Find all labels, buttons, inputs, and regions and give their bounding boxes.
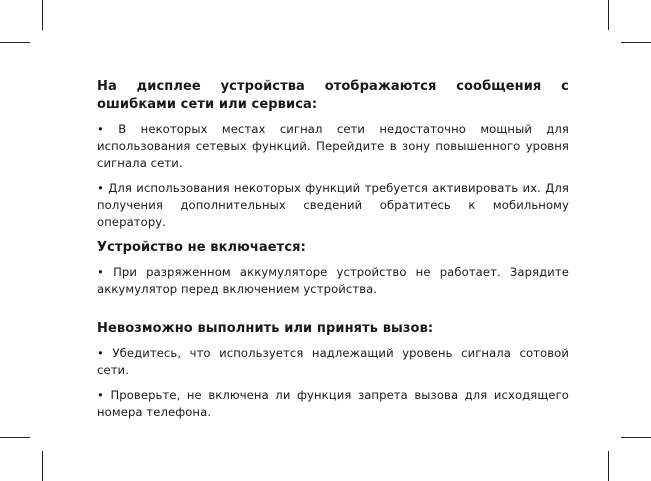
bullet-item: • Для использования некоторых функций требуется активировать их. Для получения дополнительных сведений обратитесь к мобильному оператору. <box>97 181 569 229</box>
crop-mark-top-right-v <box>608 0 609 30</box>
bullet-item: • Проверьте, не включена ли функция запрета вызова для исходящего номера телефона. <box>97 388 569 419</box>
section-heading: Невозможно выполнить или принять вызов: <box>97 321 434 336</box>
spacer <box>97 306 569 320</box>
crop-mark-bottom-right-v <box>608 451 609 481</box>
section-call-problems <box>97 320 569 421</box>
crop-mark-bottom-left-h <box>0 437 30 438</box>
crop-mark-top-right-h <box>621 42 651 43</box>
crop-mark-top-left-v <box>42 0 43 30</box>
crop-mark-top-left-h <box>0 42 30 43</box>
crop-mark-bottom-right-h <box>621 437 651 438</box>
bullet-item: • При разряженном аккумуляторе устройство не работает. Зарядите аккумулятор перед включением устройства. <box>97 265 569 296</box>
bullet-item: • Убедитесь, что используется надлежащий уровень сигнала сотовой сети. <box>97 346 569 377</box>
section-heading: Устройство не включается: <box>97 240 306 255</box>
crop-mark-bottom-left-v <box>42 451 43 481</box>
section-device-not-turning-on <box>97 239 569 298</box>
troubleshooting-content <box>97 78 569 429</box>
bullet-item: • В некоторых местах сигнал сети недостаточно мощный для использования сетевых функций. Перейдите в зону повышенного уровня сигнала сети. <box>97 122 569 170</box>
section-network-errors <box>97 78 569 231</box>
section-heading: На дисплее устройства отображаются сообщения с ошибками сети или сервиса: <box>97 79 569 112</box>
